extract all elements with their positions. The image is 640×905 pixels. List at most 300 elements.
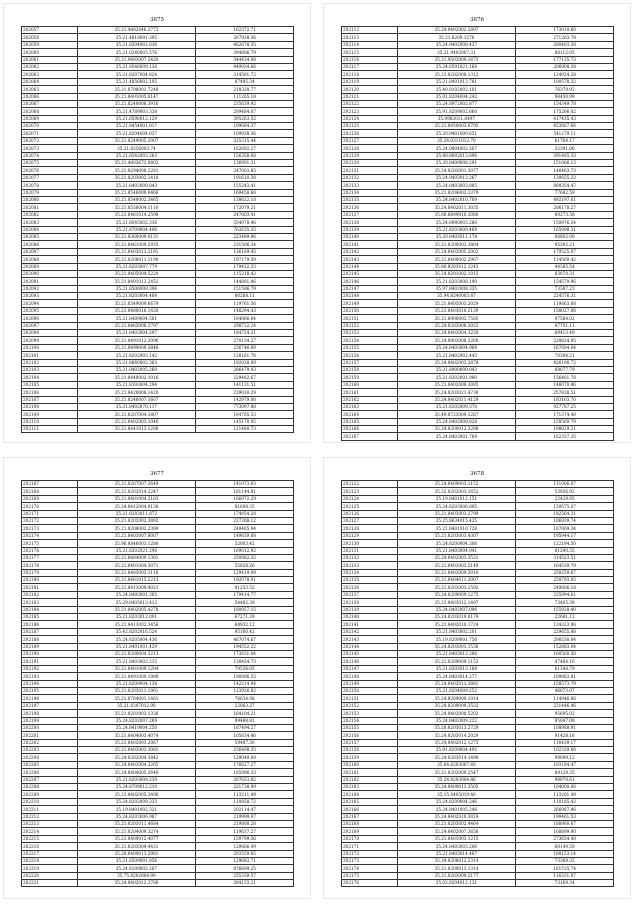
record-amount-cell: 22063.27 xyxy=(196,702,294,709)
record-code-cell: 35.21.8203011.4684 xyxy=(77,820,196,827)
record-code-cell: 35.21.8413002.3456 xyxy=(77,621,196,628)
record-amount-cell: 298530.04 xyxy=(516,636,614,643)
record-amount-cell: 69413.49 xyxy=(516,330,614,337)
record-id-cell: 202216 xyxy=(22,843,78,850)
record-amount-cell: 110858.72 xyxy=(196,798,294,805)
record-amount-cell: 173631.04 xyxy=(196,650,294,657)
record-code-cell: 35.20.8203013.2729 xyxy=(397,724,516,731)
record-code-cell: 35.21.8202009.2547 xyxy=(397,769,516,776)
record-amount-cell: 116439.17 xyxy=(516,739,614,746)
record-code-cell: 35.24.8202004.3842 xyxy=(77,754,196,761)
record-id-cell: 202097 xyxy=(22,322,78,329)
record-amount-cell: 95392.21 xyxy=(516,241,614,248)
record-code-cell: 35.21.4803673.0802 xyxy=(77,160,196,167)
table-row xyxy=(22,872,294,879)
record-id-cell: 202176 xyxy=(342,880,398,887)
record-id-cell: 202166 xyxy=(342,806,398,813)
record-code-cell: 35.21.8401009.1204 xyxy=(77,665,196,672)
table-row xyxy=(342,389,614,396)
record-code-cell: 35.20.8403011.178 xyxy=(397,233,516,240)
record-amount-cell: 174854.28 xyxy=(196,510,294,517)
table-row xyxy=(22,673,294,680)
record-id-cell: 202164 xyxy=(342,791,398,798)
record-code-cell: 35.21.8203009.4431 xyxy=(77,843,196,850)
record-code-cell: 35.21.8454001.817 xyxy=(77,123,196,130)
record-amount-cell: 70394.21 xyxy=(516,352,614,359)
record-code-cell: 35.24.8402007.096 xyxy=(397,606,516,613)
record-id-cell: 202124 xyxy=(342,115,398,122)
record-id-cell: 202152 xyxy=(342,322,398,329)
record-amount-cell: 190461.53 xyxy=(516,813,614,820)
record-id-cell: 202192 xyxy=(22,665,78,672)
record-code-cell: 35.25.8634015.425 xyxy=(397,517,516,524)
record-id-cell: 202064 xyxy=(22,78,78,85)
record-amount-cell: 160560.58 xyxy=(516,650,614,657)
record-id-cell: 202157 xyxy=(342,739,398,746)
record-amount-cell: 89129.35 xyxy=(516,769,614,776)
record-id-cell: 202058 xyxy=(22,34,78,41)
record-id-cell: 202158 xyxy=(342,366,398,373)
record-code-cell: 35.21.8209009.1153 xyxy=(397,658,516,665)
record-amount-cell: 155928.40 xyxy=(516,606,614,613)
record-code-cell: 35.21.8403003.215 xyxy=(77,658,196,665)
table-row xyxy=(342,63,614,70)
record-code-cell: 35.98.8002013.896 xyxy=(397,152,516,159)
record-amount-cell: 73405.38 xyxy=(516,599,614,606)
record-code-cell: 35.24.8402010.769 xyxy=(397,196,516,203)
table-row xyxy=(342,680,614,687)
table-row xyxy=(342,263,614,270)
table-row xyxy=(22,219,294,226)
table-row xyxy=(342,621,614,628)
records-table xyxy=(21,480,294,887)
record-amount-cell: 207653.82 xyxy=(196,776,294,783)
record-amount-cell: 114946.86 xyxy=(516,695,614,702)
record-id-cell: 202099 xyxy=(22,337,78,344)
record-amount-cell: 235994.61 xyxy=(516,591,614,598)
record-amount-cell: 176627.27 xyxy=(196,761,294,768)
record-id-cell: 202125 xyxy=(342,123,398,130)
record-amount-cell: 286479.43 xyxy=(196,366,294,373)
record-id-cell: 202194 xyxy=(22,680,78,687)
table-row xyxy=(22,820,294,827)
record-code-cell: 35.24.8403001.769 xyxy=(397,433,516,440)
record-id-cell: 202148 xyxy=(342,293,398,300)
record-code-cell: 35.21.8402005.4278 xyxy=(77,606,196,613)
record-amount-cell: 73387.23 xyxy=(516,285,614,292)
table-row xyxy=(342,337,614,344)
record-id-cell: 202174 xyxy=(22,532,78,539)
record-id-cell: 202163 xyxy=(342,784,398,791)
record-amount-cell: 180957.15 xyxy=(196,606,294,613)
record-code-cell: 35.20.8409008.291 xyxy=(397,160,516,167)
record-id-cell: 202199 xyxy=(22,717,78,724)
record-id-cell: 202144 xyxy=(342,263,398,270)
record-id-cell: 202131 xyxy=(342,167,398,174)
record-code-cell: 35.24.8402009.222 xyxy=(397,717,516,724)
record-code-cell: 35.21.8402005.260 xyxy=(77,366,196,373)
record-id-cell: 202124 xyxy=(342,495,398,502)
record-id-cell: 202164 xyxy=(342,411,398,418)
record-id-cell: 202179 xyxy=(22,569,78,576)
record-code-cell: 35.24.8203003.1536 xyxy=(397,643,516,650)
table-row xyxy=(342,761,614,768)
record-code-cell: 35.24.8980003.280 xyxy=(397,219,516,226)
record-code-cell: 35.24.8402010.3024 xyxy=(397,813,516,820)
record-id-cell: 202208 xyxy=(22,784,78,791)
record-amount-cell: 81290.35 xyxy=(516,547,614,554)
record-amount-cell: 100578.32 xyxy=(516,78,614,85)
record-code-cell: 35.21.8420008.1420 xyxy=(77,389,196,396)
record-code-cell: 35.24.8203014.2029 xyxy=(397,732,516,739)
record-code-cell: 35.21.8401004.3071 xyxy=(77,562,196,569)
table-row xyxy=(22,263,294,270)
record-code-cell: 35.21.8709004.406 xyxy=(77,226,196,233)
record-code-cell: 35.21.8409012.4077 xyxy=(77,835,196,842)
table-row xyxy=(342,591,614,598)
table-row xyxy=(22,769,294,776)
record-id-cell: 202156 xyxy=(342,732,398,739)
record-amount-cell: 179414.77 xyxy=(196,591,294,598)
record-id-cell: 202142 xyxy=(342,248,398,255)
record-amount-cell: 105834.46 xyxy=(196,732,294,739)
record-code-cell: 35.21.8403003.2799 xyxy=(397,510,516,517)
record-code-cell: 35.21.4789003.338 xyxy=(77,108,196,115)
record-amount-cell: 129666.09 xyxy=(196,843,294,850)
document-page-2 xyxy=(324,4,630,442)
record-amount-cell: 88112.05 xyxy=(516,49,614,56)
record-id-cell: 202079 xyxy=(22,189,78,196)
record-amount-cell: 95047.08 xyxy=(516,717,614,724)
record-id-cell: 202127 xyxy=(342,137,398,144)
table-row xyxy=(342,78,614,85)
record-id-cell: 202077 xyxy=(22,174,78,181)
record-code-cell: 35.21.8203008.190 xyxy=(397,278,516,285)
record-id-cell: 202080 xyxy=(22,196,78,203)
record-code-cell: 35.24.8203008.3022 xyxy=(397,322,516,329)
table-row xyxy=(22,532,294,539)
record-amount-cell: 109938.36 xyxy=(196,130,294,137)
record-amount-cell: 173010.60 xyxy=(516,27,614,34)
record-amount-cell: 876699.25 xyxy=(196,865,294,872)
record-id-cell: 202160 xyxy=(342,381,398,388)
record-id-cell: 202142 xyxy=(342,628,398,635)
record-amount-cell: 395263.32 xyxy=(196,115,294,122)
record-amount-cell: 231446.46 xyxy=(516,702,614,709)
record-amount-cell: 162372.71 xyxy=(196,27,294,34)
record-id-cell: 202130 xyxy=(342,540,398,547)
record-id-cell: 202169 xyxy=(342,828,398,835)
table-row xyxy=(342,806,614,813)
document-page-4 xyxy=(324,458,630,898)
record-code-cell: 35.21.8403007.8007 xyxy=(77,532,196,539)
record-id-cell: 202131 xyxy=(342,547,398,554)
record-code-cell: 35.21.8203007.779 xyxy=(77,263,196,270)
record-code-cell: 35.24.9402008.437 xyxy=(397,41,516,48)
record-code-cell: 35.24.8203006.987 xyxy=(77,813,196,820)
table-row xyxy=(342,495,614,502)
record-amount-cell: 247003.85 xyxy=(196,167,294,174)
record-id-cell: 202160 xyxy=(342,761,398,768)
record-amount-cell: 169458.68 xyxy=(196,189,294,196)
table-row xyxy=(22,93,294,100)
record-code-cell: 35.21.8405003.2029 xyxy=(397,300,516,307)
record-amount-cell: 223489.96 xyxy=(196,233,294,240)
record-amount-cell: 87751.11 xyxy=(516,322,614,329)
record-id-cell: 202128 xyxy=(342,145,398,152)
record-code-cell: 35.24.8202009.333 xyxy=(77,798,196,805)
record-amount-cell: 154349.78 xyxy=(516,100,614,107)
record-id-cell: 202204 xyxy=(22,754,78,761)
record-code-cell: 35.24.8401005.246 xyxy=(397,806,516,813)
table-row xyxy=(342,554,614,561)
record-amount-cell: 266987.96 xyxy=(516,806,614,813)
table-row xyxy=(22,403,294,410)
record-id-cell: 202170 xyxy=(22,503,78,510)
table-row xyxy=(22,426,294,433)
record-code-cell: 35.21.8403012.1497 xyxy=(397,599,516,606)
record-code-cell: 35.21.8402003.1046 xyxy=(77,418,196,425)
record-amount-cell: 91428.16 xyxy=(516,732,614,739)
record-amount-cell: 99488.81 xyxy=(196,717,294,724)
record-code-cell: 35.24.8203001.3077 xyxy=(397,167,516,174)
record-code-cell: 35.24.8201002.1015 xyxy=(397,270,516,277)
record-code-cell: 35.20.9401009.651 xyxy=(397,130,516,137)
table-row xyxy=(22,510,294,517)
record-amount-cell: 138622.18 xyxy=(196,196,294,203)
record-id-cell: 202078 xyxy=(22,182,78,189)
record-code-cell: 35.21.4818091.395 xyxy=(77,34,196,41)
record-id-cell: 202138 xyxy=(342,219,398,226)
table-row xyxy=(342,56,614,63)
record-amount-cell: 206908.38 xyxy=(516,63,614,70)
table-row xyxy=(342,352,614,359)
record-amount-cell: 167069.34 xyxy=(516,525,614,532)
record-id-cell: 202145 xyxy=(342,650,398,657)
record-id-cell: 202141 xyxy=(342,621,398,628)
record-code-cell: 35.21.8209.1278 xyxy=(397,34,516,41)
record-id-cell: 202128 xyxy=(342,525,398,532)
record-code-cell: 35.24.8402007.3658 xyxy=(397,828,516,835)
table-row xyxy=(342,219,614,226)
table-row xyxy=(22,857,294,864)
table-row xyxy=(342,49,614,56)
record-id-cell: 202119 xyxy=(342,78,398,85)
record-code-cell: 35.24.8402003.2878 xyxy=(397,359,516,366)
table-row xyxy=(22,330,294,337)
record-amount-cell: 344434.08 xyxy=(196,56,294,63)
table-row xyxy=(342,754,614,761)
record-id-cell: 202136 xyxy=(342,584,398,591)
record-amount-cell: 453867.66 xyxy=(516,123,614,130)
record-id-cell: 202188 xyxy=(22,636,78,643)
record-code-cell: 35.21.9502009.1673 xyxy=(397,56,516,63)
record-amount-cell: 229482.67 xyxy=(196,374,294,381)
table-row xyxy=(342,115,614,122)
record-amount-cell: 32391.06 xyxy=(516,145,614,152)
record-amount-cell: 60149.59 xyxy=(516,843,614,850)
record-amount-cell: 106939.74 xyxy=(516,517,614,524)
table-row xyxy=(342,650,614,657)
record-id-cell: 202161 xyxy=(342,769,398,776)
table-row xyxy=(22,732,294,739)
record-id-cell: 202136 xyxy=(342,204,398,211)
record-code-cell: 35.24.9403012.267 xyxy=(397,174,516,181)
record-code-cell: 35.20.8409013.2981 xyxy=(77,850,196,857)
record-id-cell: 202149 xyxy=(342,680,398,687)
record-id-cell: 202090 xyxy=(22,270,78,277)
record-code-cell: 35.24.8972002.877 xyxy=(397,100,516,107)
record-amount-cell: 124934.28 xyxy=(516,71,614,78)
record-code-cell: 35.21.8448002.1016 xyxy=(77,374,196,381)
record-amount-cell: 219999.07 xyxy=(196,813,294,820)
record-code-cell: 35.21.8491005.8147 xyxy=(77,93,196,100)
table-row xyxy=(22,160,294,167)
record-id-cell: 202095 xyxy=(22,307,78,314)
record-id-cell: 202149 xyxy=(342,300,398,307)
table-row xyxy=(22,248,294,255)
record-code-cell: 35.21.8546009.0466 xyxy=(77,189,196,196)
record-amount-cell: 47468.16 xyxy=(516,658,614,665)
record-code-cell: 35.21.8764001.1461 xyxy=(77,695,196,702)
record-id-cell: 202088 xyxy=(22,256,78,263)
table-row xyxy=(22,776,294,783)
record-id-cell: 202062 xyxy=(22,63,78,70)
table-row xyxy=(342,93,614,100)
table-row xyxy=(22,315,294,322)
record-amount-cell: 52003.42 xyxy=(196,540,294,547)
table-row xyxy=(22,710,294,717)
record-id-cell: 202191 xyxy=(22,658,78,665)
record-id-cell: 202134 xyxy=(342,189,398,196)
record-id-cell: 202172 xyxy=(22,517,78,524)
table-row xyxy=(22,636,294,643)
record-id-cell: 202096 xyxy=(22,315,78,322)
record-code-cell: 35.21.4882046.2772 xyxy=(77,27,196,34)
document-page-3 xyxy=(4,458,310,898)
table-row xyxy=(22,724,294,731)
record-id-cell: 202155 xyxy=(342,724,398,731)
record-amount-cell: 61348.79 xyxy=(516,665,614,672)
record-code-cell: 35.21.8240008.3916 xyxy=(77,100,196,107)
table-row xyxy=(342,248,614,255)
record-code-cell: 35.21.8403009.3010 xyxy=(397,569,516,576)
record-id-cell: 202151 xyxy=(342,315,398,322)
record-amount-cell: 142979.00 xyxy=(196,396,294,403)
table-row xyxy=(342,614,614,621)
record-amount-cell: 168899.90 xyxy=(516,828,614,835)
record-code-cell: 35.21.8509001.856 xyxy=(77,857,196,864)
table-row xyxy=(342,820,614,827)
table-row xyxy=(22,41,294,48)
record-code-cell: 35.21.8202021.296 xyxy=(77,547,196,554)
table-row xyxy=(342,285,614,292)
record-id-cell: 202098 xyxy=(22,330,78,337)
record-code-cell: 35.21.8480016.1420 xyxy=(77,307,196,314)
record-amount-cell: 61764.17 xyxy=(516,137,614,144)
record-code-cell: 35.21.8202001.980 xyxy=(397,374,516,381)
record-code-cell: 35.34.8208012.2314 xyxy=(397,857,516,864)
record-code-cell: 35.24.8403004.3220 xyxy=(397,330,516,337)
record-id-cell: 202162 xyxy=(342,776,398,783)
table-row xyxy=(22,233,294,240)
record-amount-cell: 314591.72 xyxy=(196,71,294,78)
record-amount-cell: 116331.07 xyxy=(516,872,614,879)
table-row xyxy=(342,174,614,181)
record-id-cell: 202073 xyxy=(22,145,78,152)
table-row xyxy=(342,628,614,635)
record-id-cell: 202146 xyxy=(342,278,398,285)
table-row xyxy=(22,784,294,791)
record-id-cell: 202059 xyxy=(22,41,78,48)
page-number: 3676 xyxy=(470,17,484,23)
record-id-cell: 202075 xyxy=(22,160,78,167)
record-amount-cell: 152883.04 xyxy=(516,643,614,650)
table-row xyxy=(22,643,294,650)
record-id-cell: 202130 xyxy=(342,160,398,167)
record-id-cell: 202212 xyxy=(22,813,78,820)
record-code-cell: 35.21.8403010.2139 xyxy=(397,307,516,314)
record-amount-cell: 467074.67 xyxy=(196,636,294,643)
table-row xyxy=(342,211,614,218)
record-amount-cell: 236746.69 xyxy=(196,344,294,351)
record-code-cell: 35.21.8203003.1592 xyxy=(397,584,516,591)
record-code-cell: 35.22.8202003.1652 xyxy=(397,488,516,495)
record-code-cell: 35.21.8798001.7248 xyxy=(77,86,196,93)
record-id-cell: 202165 xyxy=(342,798,398,805)
record-id-cell: 202057 xyxy=(22,27,78,34)
record-code-cell: 35.21.8485003.1116 xyxy=(77,569,196,576)
table-row xyxy=(22,270,294,277)
table-row xyxy=(342,241,614,248)
record-code-cell: 35.21.8204009.252 xyxy=(397,687,516,694)
record-amount-cell: 231506.34 xyxy=(196,241,294,248)
record-id-cell: 202143 xyxy=(342,256,398,263)
record-code-cell: 35.21.8207007.3649 xyxy=(77,481,196,488)
record-code-cell: 35.21.0240003.576 xyxy=(77,49,196,56)
record-amount-cell: 927787.25 xyxy=(516,403,614,410)
table-row xyxy=(342,525,614,532)
table-row xyxy=(22,835,294,842)
table-row xyxy=(22,584,294,591)
record-amount-cell: 141073.63 xyxy=(196,481,294,488)
record-id-cell: 202135 xyxy=(342,577,398,584)
table-row xyxy=(22,49,294,56)
record-amount-cell: 247603.41 xyxy=(196,211,294,218)
record-id-cell: 202206 xyxy=(22,769,78,776)
table-row xyxy=(22,547,294,554)
table-row xyxy=(22,658,294,665)
record-code-cell: 35.21.8203009.469 xyxy=(397,226,516,233)
record-amount-cell: 76379.93 xyxy=(516,86,614,93)
record-id-cell: 202155 xyxy=(342,344,398,351)
record-code-cell: 35.24.8203006.895 xyxy=(397,503,516,510)
record-code-cell: 35.88.8899010.3080 xyxy=(397,211,516,218)
table-row xyxy=(342,315,614,322)
table-row xyxy=(342,108,614,115)
record-code-cell: 35.24.8402012.1275 xyxy=(397,739,516,746)
record-code-cell: 35.21.8402009.843 xyxy=(77,182,196,189)
record-code-cell: 35.96.8846003.1280 xyxy=(77,540,196,547)
record-code-cell: 35.21.8484009.1361 xyxy=(77,554,196,561)
record-code-cell: 35.64.8203007.60 xyxy=(397,761,516,768)
record-id-cell: 202111 xyxy=(22,426,78,433)
record-code-cell: 35.21.8402010.1724 xyxy=(397,621,516,628)
table-row xyxy=(342,702,614,709)
record-amount-cell: 177135.73 xyxy=(516,56,614,63)
table-row xyxy=(342,540,614,547)
record-id-cell: 202105 xyxy=(22,381,78,388)
